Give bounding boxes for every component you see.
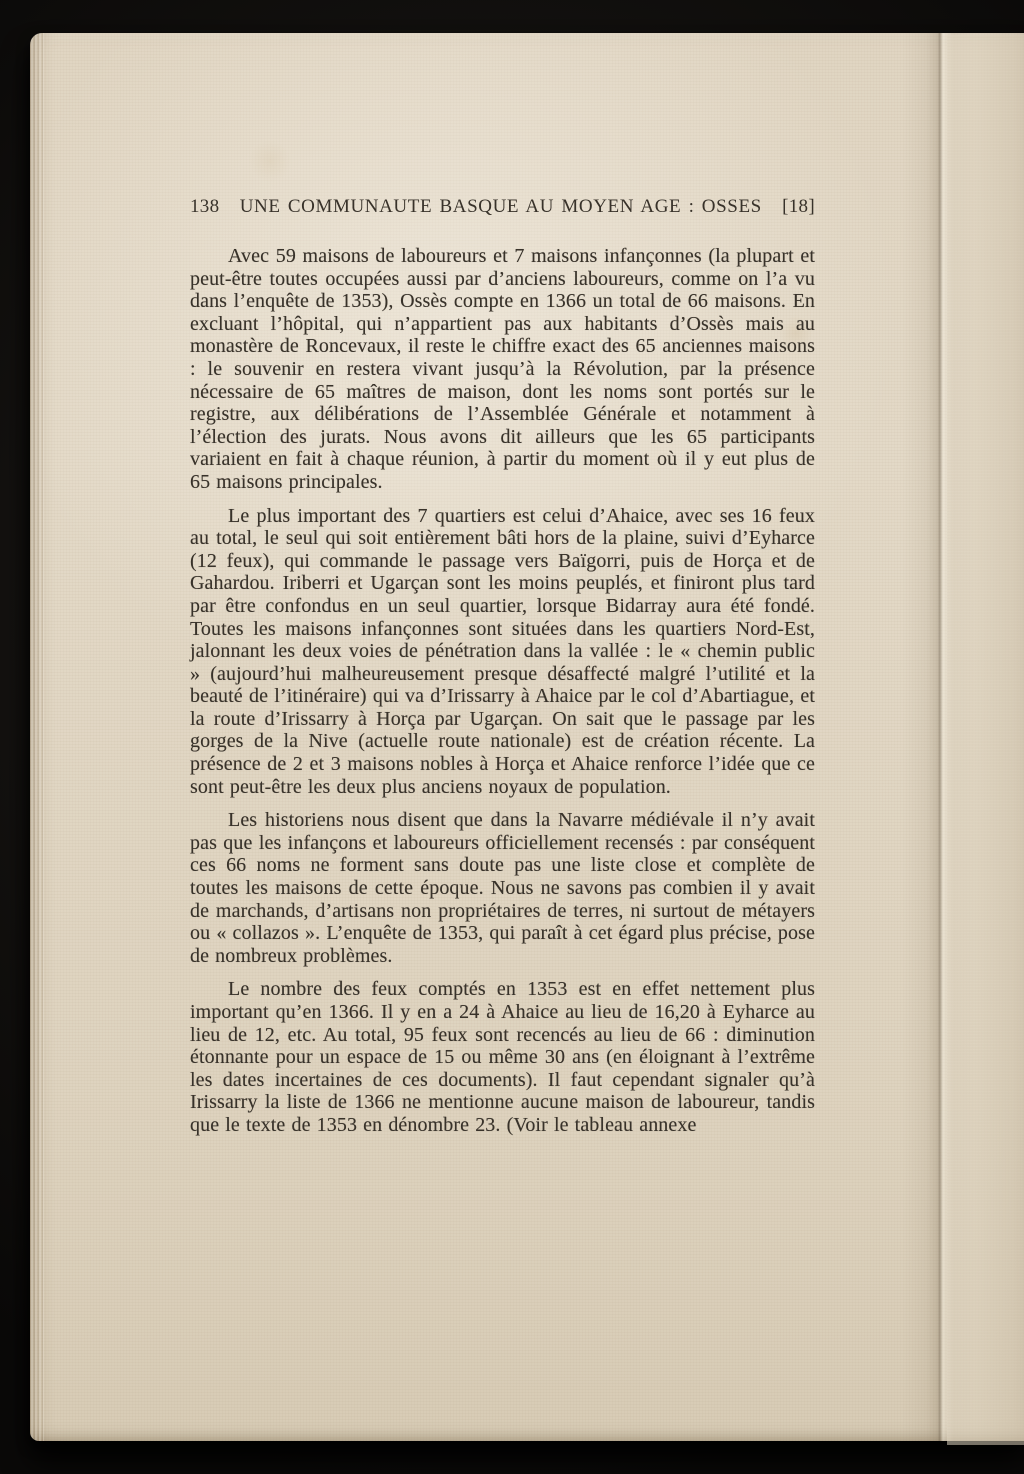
paragraph: Avec 59 maisons de laboureurs et 7 maisons infançonnes (la plupart et peut-être toutes occupées aussi par d’anciens laboureurs, comme on l’a vu dans l’enquête de 1353), Ossès compte en 1366 un total de 66 maisons. En excluant l’hôpital, qui n’appartient pas aux habitants d’Ossès mais au monastère de Roncevaux, il reste le chiffre exact des 65 anciennes maisons : le souvenir en restera vivant jusqu’à la Révolution, par la présence nécessaire de 65 maîtres de maison, dont les noms sont portés sur le registre, aux délibérations de l’Assemblée Générale et notamment à l’élection des jurats. Nous avons dit ailleurs que les 65 participants variaient en fait à chaque réunion, à partir du moment où il y eut plus de 65 maisons principales. [190, 245, 815, 493]
page-content [30, 33, 1024, 1441]
body-text [190, 245, 815, 1137]
section-ref: [18] [782, 196, 815, 217]
book-page [30, 33, 1024, 1441]
paragraph: Le plus important des 7 quartiers est celui d’Ahaice, avec ses 16 feux au total, le seul qui soit entièrement bâti hors de la plaine, suivi d’Eyharce (12 feux), qui commande le passage vers Baïgorri, puis de Horça et de Gahardou. Iriberri et Ugarçan sont les moins peuplés, et finiront plus tard par être confondus en un seul quartier, lorsque Bidarray aura été fondé. Toutes les maisons infançonnes sont situées dans les quartiers Nord-Est, jalonnant les deux voies de pénétration dans la vallée : le « chemin public » (aujourd’hui malheureusement presque désaffecté malgré l’utilité et la beauté de l’itinéraire) qui va d’Irissarry à Ahaice par le col d’Abartiague, et la route d’Irissarry à Horça par Ugarçan. On sait que le passage par les gorges de la Nive (actuelle route nationale) est de création récente. La présence de 2 et 3 maisons nobles à Horça et Ahaice renforce l’idée que ce sont peut-être les deux plus anciens noyaux de population. [190, 504, 815, 798]
paragraph: Le nombre des feux comptés en 1353 est en effet nettement plus important qu’en 1366. Il y en a 24 à Ahaice au lieu de 16,20 à Eyharce au lieu de 12, etc. Au total, 95 feux sont recencés au lieu de 66 : diminution étonnante pour un espace de 15 ou même 30 ans (en éloignant à l’extrême les dates incertaines de ces documents). Il faut cependant signaler qu’à Irissarry la liste de 1366 ne mentionne aucune maison de laboureur, tandis que le texte de 1353 en dénombre 23. (Voir le tableau annexe [190, 978, 815, 1136]
running-head [190, 196, 815, 218]
paragraph: Les historiens nous disent que dans la Navarre médiévale il n’y avait pas que les infançons et laboureurs officiellement recensés : par conséquent ces 66 noms ne forment sans doute pas une liste close et complète de toutes les maisons de cette époque. Nous ne savons pas combien il y avait de marchands, d’artisans non propriétaires de terres, ni surtout de métayers ou « collazos ». L’enquête de 1353, qui paraît à cet égard plus précise, pose de nombreux problèmes. [190, 809, 815, 967]
running-title: UNE COMMUNAUTE BASQUE AU MOYEN AGE : OSSES [239, 196, 762, 217]
page-number: 138 [190, 196, 220, 217]
